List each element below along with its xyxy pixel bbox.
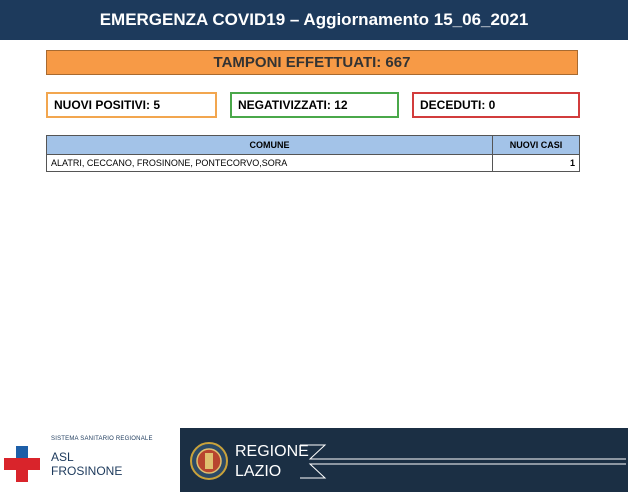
table-header-row <box>47 136 580 155</box>
asl-system-label: SISTEMA SANITARIO REGIONALE <box>51 436 153 442</box>
lazio-emblem-icon <box>189 441 229 481</box>
column-header-nuovi-casi: NUOVI CASI <box>493 136 580 155</box>
asl-cross-icon <box>4 446 40 482</box>
cell-nuovi-casi: 1 <box>493 155 580 172</box>
tamponi-banner: TAMPONI EFFETTUATI: 667 <box>46 50 578 75</box>
deceduti-box: DECEDUTI: 0 <box>412 92 580 118</box>
asl-name-line2: FROSINONE <box>51 464 123 478</box>
lazio-label: LAZIO <box>235 463 282 480</box>
decorative-lines <box>300 442 626 482</box>
page-title: EMERGENZA COVID19 – Aggiornamento 15_06_2021 <box>0 0 628 40</box>
cases-table <box>46 135 580 172</box>
cell-comune: ALATRI, CECCANO, FROSINONE, PONTECORVO,SORA <box>47 155 493 172</box>
asl-name-line1: ASL <box>51 450 74 464</box>
column-header-comune: COMUNE <box>47 136 493 155</box>
regione-label: REGIONE <box>235 443 309 460</box>
table-row <box>47 155 580 172</box>
nuovi-positivi-box: NUOVI POSITIVI: 5 <box>46 92 217 118</box>
negativizzati-box: NEGATIVIZZATI: 12 <box>230 92 399 118</box>
